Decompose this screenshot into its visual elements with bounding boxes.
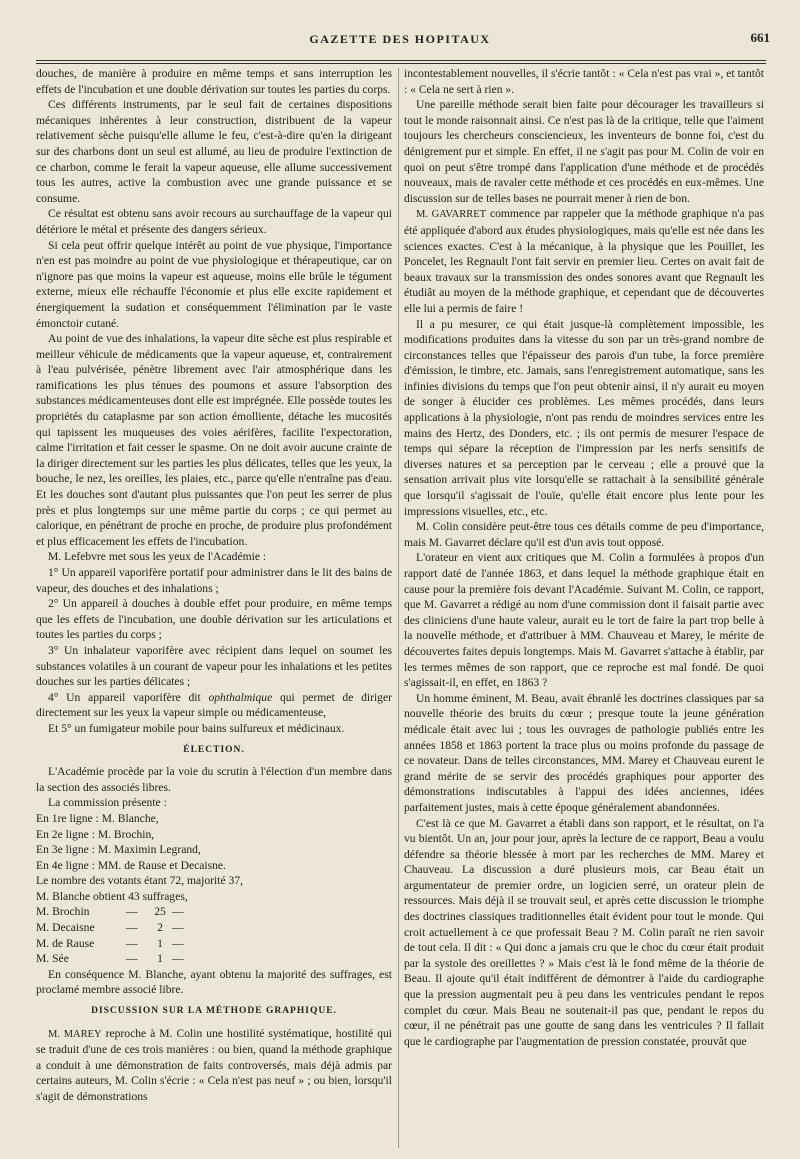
paragraph: M. Lefebvre met sous les yeux de l'Académie : (48, 550, 267, 564)
speaker-name: M. GAVARRET (416, 209, 487, 221)
paragraph: Le nombre des votants étant 72, majorité 37, (36, 874, 244, 888)
vote-count: 1 (157, 936, 163, 950)
speaker-name: M. MAREY (48, 1028, 102, 1040)
vote-name: M. Brochin (36, 905, 90, 919)
paragraph (36, 1026, 392, 1105)
vote-line (36, 920, 392, 936)
list-item: Et 5° un fumigateur mobile pour bains sulfureux et médicinaux. (48, 721, 345, 735)
paragraph: L'Académie procède par la voie du scrutin à l'élection d'un membre dans la section des associés libres. (36, 765, 392, 794)
paragraph: Ces différents instruments, par le seul fait de certaines dispositions mécaniques inhérentes à leur construction, distribuent de la vapeur relativement sèche puisqu'elle allume le feu, c'est-à-dire qu'en la dirigeant sur des charbons dont un seul est allumé, au lieu de produire l'extinction de ce charbon, comme le ferait la vapeur aqueuse, elle allume successivement tous les autres, active la combustion avec une grande puissance et se consume. (36, 98, 392, 205)
paragraph: incontestablement nouvelles, il s'écrie tantôt : « Cela n'est pas vrai », et tantôt : « Cela ne sert à rien ». (404, 67, 764, 96)
paragraph: Un homme éminent, M. Beau, avait ébranlé les doctrines classiques par sa nouvelle théorie des bruits du cœur ; presque toute la jeune génération médicale était avec lui ; tous les ouvrages de pathologie publiés entre les années 1858 et 1863 portent la trace plus ou moins profonde du passage de ce novateur. Dans de telles circonstances, MM. Marey et Chauveau eurent le grand mérite de se servir des procédés graphiques pour apporter des démonstrations indiscutables à l'appui des idées anciennes, idées parfaitement justes, mais à cette époque généralement abandonnées. (404, 691, 764, 814)
paragraph: douches, de manière à produire en même temps et sans interruption les effets de l'incubation et une double dérivation sur toutes les parties du corps. (36, 67, 392, 96)
vote-dash: — (126, 921, 138, 935)
vote-name: M. Sée (36, 952, 69, 966)
paragraph: Au point de vue des inhalations, la vapeur dite sèche est plus respirable et meilleur véhicule de médicaments que la vapeur aqueuse, et, contrairement à l'eau pulvérisée, pénètre librement avec l'air atmosphérique dans les ramifications les plus ténues des poumons et assure l'absorption des substances médicamenteuses dont elle est imprégnée. Elle possède toutes les propriétés du cataplasme par son action émolliente, détache les mucosités qui tapissent les muqueuses des voies aérifères, facilite l'expectoration, calme l'irritation et fait cesser le spasme. On ne doit avoir aucune crainte de la diriger directement sur les parties les plus délicates, telles que les yeux, la bouche, le nez, les oreilles, les plaies, etc., parce qu'elle n'entraîne pas d'eau. Et les douches sont d'autant plus puissantes que l'on peut les serrer de plus près et plus longtemps sur une même partie du corps ; ce qui permet au calorique, en pénétrant de proche en proche, de produire plus profondément et plus efficacement les effets de l'incubation. (36, 332, 392, 548)
vote-dash: — (172, 921, 184, 935)
paragraph: C'est là ce que M. Gavarret a établi dans son rapport, et le résultat, on l'a vu bientôt. Un an, jour pour jour, après la lecture de ce rapport, Beau a voulu défendre sa théorie blessée à mort par les recherches de MM. Marey et Chauveau. La discussion a duré plusieurs mois, car Beau était un argumentateur de premier ordre, un logicien serré, un orateur plein de ressources. Mais déjà il se trouvait seul, et après cette discussion le triomphe des doctrines classiques traditionnelles était évident pour tout le monde. Qui croit actuellement à ce que professait Beau ? M. Colin paraît ne rien savoir de tout cela. Il dit : « Qui donc a jamais cru que le choc du cœur était produit par la systole des oreillettes ? » Mais c'est là le fond même de la théorie de Beau. Il ajoute qu'il était indifférent de démontrer à l'aide du cardiographe que la pression augmentait peu à peu dans les ventricules pendant le repos complet du cœur. Mais Beau ne soutenait-il pas que, pendant le repos du cœur, il ne pénétrait pas une goutte de sang dans les ventricules ? Il fallait que le cardiographe par l'augmentation de pression constatée, prouvât que (404, 816, 764, 1048)
paragraph: Il a pu mesurer, ce qui était jusque-là complètement impossible, les modifications produites dans la vitesse du son par un très-grand nombre de circonstances telles que l'épaisseur des parois d'un tube, la force première d'émission, le timbre, etc. Jamais, sans l'enregistrement automatique, sans les infinies divisions du temps que l'on peut obtenir ainsi, il n'y aurait eu moyen de songer à élucider ces problèmes. Les mêmes procédés, dans leurs applications à la physiologie, n'ont pas rendu de moindres services entre les mains des Hertz, des Donders, etc. ; ils ont permis de mesurer l'espace de temps qui sépare la réception de l'impression par les nerfs sensitifs de diverses natures et sa perception par le cerveau ; elle a prouvé que la sensation arrivait plus vite lorsqu'elle se rattachait à la sensibilité générale que lorsqu'il s'agissait de l'ouïe, qu'elle était encore plus lente pour les impressions visuelles, etc., etc. (404, 317, 764, 518)
right-column (404, 66, 764, 1049)
vote-count: 25 (154, 905, 166, 919)
left-column (36, 66, 392, 1105)
paragraph: L'orateur en vient aux critiques que M. Colin a formulées à propos d'un rapport daté de l'année 1863, et dans lequel la méthode graphique était en cause pour la première fois devant l'Académie. Suivant M. Colin, ce rapport, que M. Gavarret a rédigé au nom d'une commission dont il faisait partie avec des cliniciens d'une haute valeur, aurait eu le tort de faire la part trop belle à la nouvelle méthode, et d'attribuer à MM. Chauveau et Marey, le mérite de découvertes faites depuis longtemps. Mais M. Gavarret s'attache à établir, par les termes mêmes de son rapport, que ce reproche est mal fondé. De quoi s'agissait-il, en effet, en 1863 ? (404, 551, 764, 690)
vote-dash: — (126, 952, 138, 966)
commission-line: En 3e ligne : M. Maximin Legrand, (36, 843, 201, 857)
vote-count: 2 (157, 921, 163, 935)
paragraph: M. Colin considère peut-être tous ces détails comme de peu d'importance, mais M. Gavarret déclare qu'il est d'un avis tout opposé. (404, 520, 764, 549)
list-item: 1° Un appareil vaporifère portatif pour administrer dans le lit des bains de vapeur, des douches et des inhalations ; (36, 566, 392, 595)
header-rule (36, 60, 766, 61)
commission-line: En 1re ligne : M. Blanche, (36, 811, 159, 825)
commission-line: En 4e ligne : MM. de Rause et Decaisne. (36, 858, 226, 872)
paragraph: M. Blanche obtient 43 suffrages, (36, 889, 188, 903)
vote-list (36, 904, 392, 966)
publication-title: GAZETTE DES HOPITAUX (309, 32, 491, 46)
list-item-text: 4° Un appareil vaporifère dit (48, 690, 209, 704)
list-item: 3° Un inhalateur vaporifère avec récipient dans lequel on soumet les substances volatiles à un courant de vapeur pour les inhalations et les petites douches sur les parties délicates ; (36, 643, 392, 689)
vote-name: M. de Rause (36, 936, 95, 950)
vote-count: 1 (157, 952, 163, 966)
header-rule-double (36, 63, 766, 64)
discussion-heading: DISCUSSION SUR LA MÉTHODE GRAPHIQUE. (91, 1006, 337, 1017)
paragraph (404, 206, 764, 316)
vote-dash: — (126, 936, 138, 950)
paragraph: Une pareille méthode serait bien faite pour décourager les travailleurs si tout le monde raisonnait ainsi. Ce n'est pas là de la critique, telle que l'aiment toujours les chercheurs consciencieux, les inventeurs de bonne foi, c'est du dénigrement pur et simple. En effet, il ne s'agit pas pour M. Colin de voir en quoi on peut s'être trompé dans l'application d'une méthode et de procédés nouveaux, mais de ravaler cette méthode et ces procédés en eux-mêmes. Une discussion sur de telles bases ne pourrait mener à rien de bon. (404, 98, 764, 205)
paragraph-text: commence par rappeler que la méthode graphique n'a pas été appliquée d'abord aux études physiologiques, mais qu'elle est née dans les sciences exactes. C'est à la mécanique, à la physique que les Pouillet, les Poncelet, les Regnault l'ont fait servir en premier lieu. Certes on avait fait de beaux travaux sur la transmission des ondes sonores avant que Regnault les étudiât au moyen de la méthode graphique, et cependant que de découvertes elle lui a permis de faire ! (404, 207, 764, 315)
list-item-text: qui permet de diriger directement sur les yeux la vapeur simple ou médicamenteuse, (36, 690, 392, 720)
vote-line (36, 904, 392, 920)
page-header (30, 30, 770, 52)
list-item: 2° Un appareil à douches à double effet pour produire, en même temps que les effets de l'incubation, une double dérivation sur les articulations et toutes les parties du corps ; (36, 597, 392, 642)
vote-dash: — (172, 952, 184, 966)
page-number: 661 (750, 30, 770, 45)
paragraph: La commission présente : (48, 796, 167, 810)
paragraph: Ce résultat est obtenu sans avoir recours au surchauffage de la vapeur qui détériore le métal et présente des dangers sérieux. (36, 207, 392, 236)
column-divider (398, 68, 399, 1148)
paragraph: En conséquence M. Blanche, ayant obtenu la majorité des suffrages, est proclamé membre associé libre. (36, 967, 392, 997)
paragraph-text: reproche à M. Colin une hostilité systématique, hostilité qui se traduit d'une de ces trois manières : ou bien, quand la méthode graphique a conduit à une démonstration de faits controversés, mais déjà admis par certains auteurs, M. Colin s'écrie : « Cela n'est pas neuf » ; ou bien, lorsqu'il s'agit de démonstrations (36, 1026, 392, 1103)
vote-dash: — (172, 905, 184, 919)
paragraph: Si cela peut offrir quelque intérêt au point de vue physique, l'importance n'en est pas moindre au point de vue physiologique et thérapeutique, car on n'ignore pas que moins la vapeur est aqueuse, moins elle brûle le tégument externe, mieux elle réchauffe l'économie et plus elle excite rapidement et énergiquement la sudation et conséquemment l'élimination par le vaste émonctoir cutané. (36, 238, 392, 330)
election-heading: ÉLECTION. (183, 744, 245, 755)
italic-term: ophthalmique (208, 690, 273, 704)
list-item (36, 690, 392, 721)
vote-line (36, 936, 392, 952)
commission-line: En 2e ligne : M. Brochin, (36, 827, 155, 841)
vote-dash: — (126, 905, 138, 919)
vote-dash: — (172, 936, 184, 950)
vote-name: M. Decaisne (36, 921, 95, 935)
vote-line (36, 951, 392, 967)
